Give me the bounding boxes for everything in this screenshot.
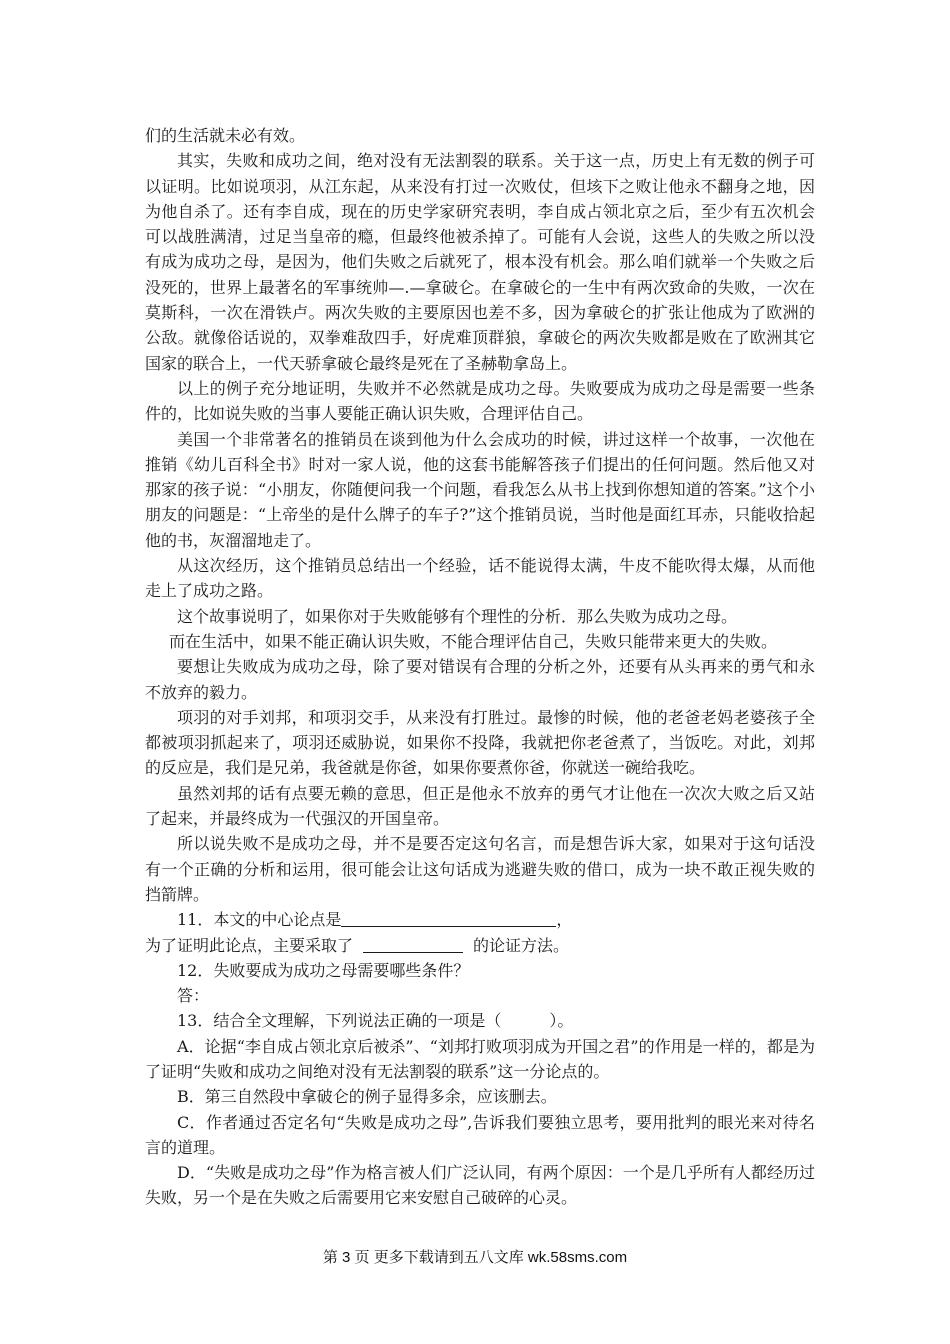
paragraph: 们的生活就未必有效。 [145, 126, 306, 145]
option-a: A．论据“李自成占领北京后被杀”、“刘邦打败项羽成为开国之君”的作用是一样的，都是为了证明“失败和成功之间绝对没有无法割裂的联系”这一分论点的。 [145, 1036, 815, 1081]
paragraph: 其实，失败和成功之间，绝对没有无法割裂的联系。关于这一点，历史上有无数的例子可以证明。比如说项羽，从江东起，从来没有打过一次败仗，但垓下之败让他永不翻身之地，因为他自杀了。还有李自成，现在的历史学家研究表明，李自成占领北京之后，至少有五次机会可以战胜满清，过足当皇帝的瘾，但最终他被杀掉了。可能有人会说，这些人的失败之所以没有成为成功之母，是因为，他们失败之后就死了，根本没有机会。那么咱们就举一个失败之后没死的，世界上最著名的军事统帅—.—拿破仑。在拿破仑的一生中有两次致命的失败，一次在莫斯科，一次在滑铁卢。两次失败的主要原因也差不多，因为拿破仑的扩张让他成为了欧洲的公敌。就像俗话说的，双拳难敌四手，好虎难顶群狼，拿破仑的两次失败都是败在了欧洲其它国家的联合上，一代天骄拿破仑最终是死在了圣赫勒拿岛上。 [145, 151, 815, 373]
page-footer: 第 3 页 更多下载请到五八文库 wk.58sms.com [322, 1249, 628, 1266]
paragraph: 要想让失败成为成功之母，除了要对错误有合理的分析之外，还要有从头再来的勇气和永不放弃的毅力。 [145, 657, 815, 702]
answer-blank[interactable] [363, 938, 463, 953]
answer-blank[interactable] [341, 912, 556, 927]
paragraph: 以上的例子充分地证明，失败并不必然就是成功之母。失败要成为成功之母是需要一些条件的，比如说失败的当事人要能正确认识失败，合理评估自己。 [145, 378, 815, 424]
paragraph: 虽然刘邦的话有点要无赖的意思，但正是他永不放弃的勇气才让他在一次次大败之后又站了起来，并最终成为一代强汉的开国皇帝。 [145, 783, 815, 829]
question-11-text-end: ， [556, 910, 573, 930]
option-b: B．第三自然段中拿破仑的例子显得多余，应该删去。 [177, 1087, 557, 1107]
paragraph: 从这次经历，这个推销员总结出一个经验，话不能说得太满，牛皮不能吹得太爆，从而他走上了成功之路。 [145, 556, 815, 601]
paragraph: 而在生活中，如果不能正确认识失败，不能合理评估自己，失败只能带来更大的失败。 [169, 631, 778, 651]
question-13: 13．结合全文理解，下列说法正确的一项是（ ）。 [177, 1011, 574, 1031]
article-body [145, 123, 815, 1211]
question-11b-text-end: 的论证方法。 [473, 935, 570, 955]
option-d: D．“失败是成功之母”作为格言被人们广泛认同，有两个原因：一个是几乎所有人都经历过失败，另一个是在失败之后需要用它来安慰自己破碎的心灵。 [145, 1163, 815, 1208]
question-11 [145, 907, 815, 932]
paragraph: 这个故事说明了，如果你对于失败能够有个理性的分析．那么失败为成功之母。 [177, 606, 738, 626]
paragraph: 项羽的对手刘邦，和项羽交手，从来没有打胜过。最惨的时候，他的老爸老妈老婆孩子全都被项羽抓起来了，项羽还威胁说，如果你不投降，我就把你老爸煮了，当饭吃。对此，刘邦的反应是，我们是兄弟，我爸就是你爸，如果你要煮你爸，你就送一碗给我吃。 [145, 707, 815, 778]
paragraph: 美国一个非常著名的推销员在谈到他为什么会成功的时候，讲过这样一个故事，一次他在推销《幼儿百科全书》时对一家人说，他的这套书能解答孩子们提出的任何问题。然后他又对那家的孩子说：“小朋友，你随便问我一个问题，看我怎么从书上找到你想知道的答案。”这个小朋友的问题是：“上帝坐的是什么牌子的车子?”这个推销员说，当时他是面红耳赤，只能收拾起他的书，灰溜溜地走了。 [145, 429, 815, 550]
question-12: 12．失败要成为成功之母需要哪些条件？ [177, 960, 470, 980]
option-c: C．作者通过否定名句“失败是成功之母”,告诉我们要独立思考，要用批判的眼光来对待名言的道理。 [145, 1112, 815, 1157]
paragraph: 所以说失败不是成功之母，并不是要否定这句名言，而是想告诉大家，如果对于这句话没有一个正确的分析和运用，很可能会让这句话成为逃避失败的借口，成为一块不敢正视失败的挡箭牌。 [145, 834, 815, 904]
question-11-part-b [145, 933, 815, 958]
question-11-text: 11．本文的中心论点是 [177, 910, 342, 930]
question-11b-text: 为了证明此论点，主要采取了 [145, 935, 354, 955]
question-12-answer[interactable]: 答： [177, 986, 210, 1006]
